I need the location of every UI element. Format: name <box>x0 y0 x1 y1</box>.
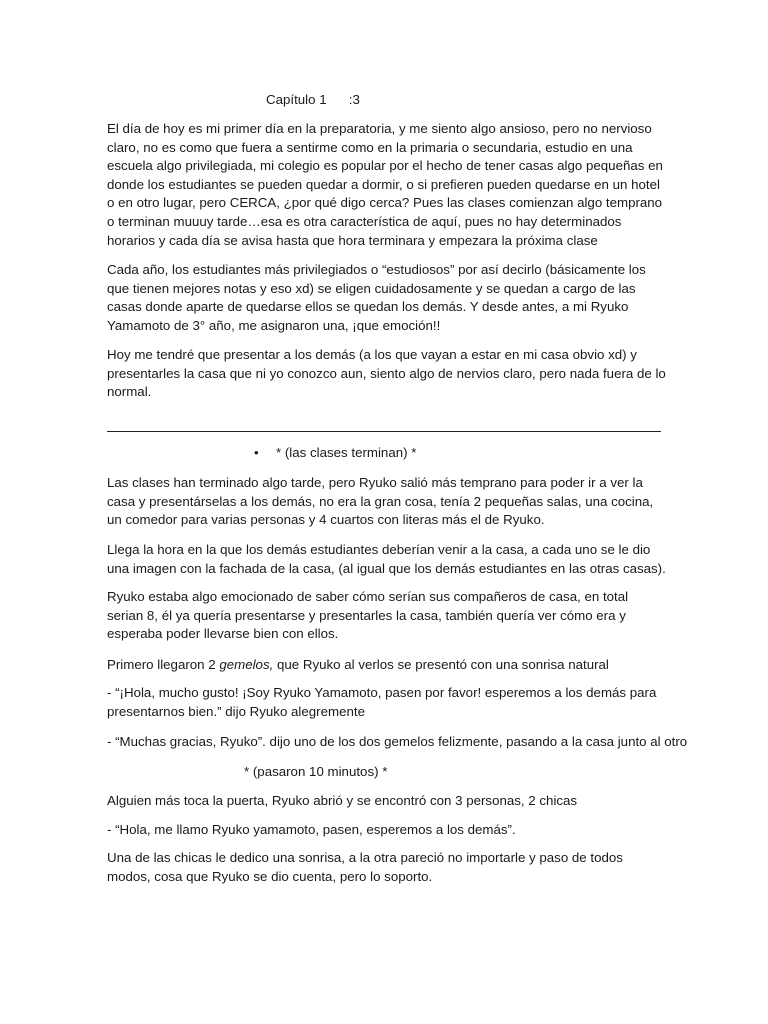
paragraph-twins-arrive <box>107 656 667 675</box>
paragraph-excitement: Ryuko estaba algo emocionado de saber cómo serían sus compañeros de casa, en total serian 8, él ya quería presentarse y presentarles la casa, también quería ver cómo era y esperaba poder llevarse bien con ellos. <box>107 589 629 642</box>
twins-text-after: que Ryuko al verlos se presentó con una sonrisa natural <box>273 657 609 672</box>
paragraph-classes-ended: Las clases han terminado algo tarde, pero Ryuko salió más temprano para poder ir a ver la casa y presentárselas a los demás, no era la gran cosa, tenía 2 pequeñas salas, una cocina, un comedor para varias personas y 4 cuartos con literas más el de Ryuko. <box>107 475 654 528</box>
paragraph-intro: El día de hoy es mi primer día en la preparatoria, y me siento algo ansioso, pero no nervioso claro, no es como que fuera a sentirme como en la primaria o secundaria, estudio en una escuela algo privilegiada, mi colegio es popular por el hecho de tener casas algo pequeñas en donde los estudiantes se pueden quedar a dormir, o si prefieren pueden quedarse en un hotel o en otro lugar, pero CERCA, ¿por qué digo cerca? Pues las clases comienzan algo temprano o terminan muuuy tarde…esa es otra característica de aquí, pues no hay determinados horarios y cada día se avisa hasta que hora terminara y empezara la próxima clase <box>107 121 663 248</box>
twins-text-before: Primero llegaron 2 <box>107 657 220 672</box>
paragraph-today: Hoy me tendré que presentar a los demás (a los que vayan a estar en mi casa obvio xd) y presentarles la casa que ni yo conozco aun, siento algo de nervios claro, pero nada fuera de lo normal. <box>107 347 666 400</box>
chapter-title: Capítulo 1 :3 <box>266 92 360 107</box>
paragraph-dialogue-hello: - “Hola, me llamo Ryuko yamamoto, pasen, esperemos a los demás”. <box>107 822 516 837</box>
time-skip-note: * (pasaron 10 minutos) * <box>244 764 388 779</box>
scene-break-bullet <box>254 444 416 463</box>
paragraph-arrival-time: Llega la hora en la que los demás estudiantes deberían venir a la casa, a cada uno se le dio una imagen con la fachada de la casa, (al igual que los demás estudiantes en las otras casas). <box>107 542 666 576</box>
twins-text-italic: gemelos, <box>219 657 274 672</box>
paragraph-dialogue-thanks: - “Muchas gracias, Ryuko”. dijo uno de los dos gemelos felizmente, pasando a la casa junto al otro <box>107 734 688 749</box>
paragraph-privileged-students: Cada año, los estudiantes más privilegiados o “estudiosos” por así decirlo (básicamente los que tienen mejores notas y eso xd) se eligen cuidadosamente y se quedan a cargo de las casas donde aparte de quedarse ellos se quedan los demás. Y desde antes, a mi Ryuko Yamamoto de 3° año, me asignaron una, ¡que emoción!! <box>107 262 646 333</box>
bullet-icon: • <box>254 445 259 460</box>
paragraph-girls-reaction: Una de las chicas le dedico una sonrisa, a la otra pareció no importarle y paso de todos modos, cosa que Ryuko se dio cuenta, pero lo soporto. <box>107 850 623 884</box>
paragraph-dialogue-greeting: - “¡Hola, mucho gusto! ¡Soy Ryuko Yamamoto, pasen por favor! esperemos a los demás para presentarnos bien.” dijo Ryuko alegremente <box>107 685 657 719</box>
bullet-text: * (las clases terminan) * <box>276 445 417 460</box>
horizontal-divider <box>107 431 661 432</box>
paragraph-door-knock: Alguien más toca la puerta, Ryuko abrió y se encontró con 3 personas, 2 chicas <box>107 793 578 808</box>
